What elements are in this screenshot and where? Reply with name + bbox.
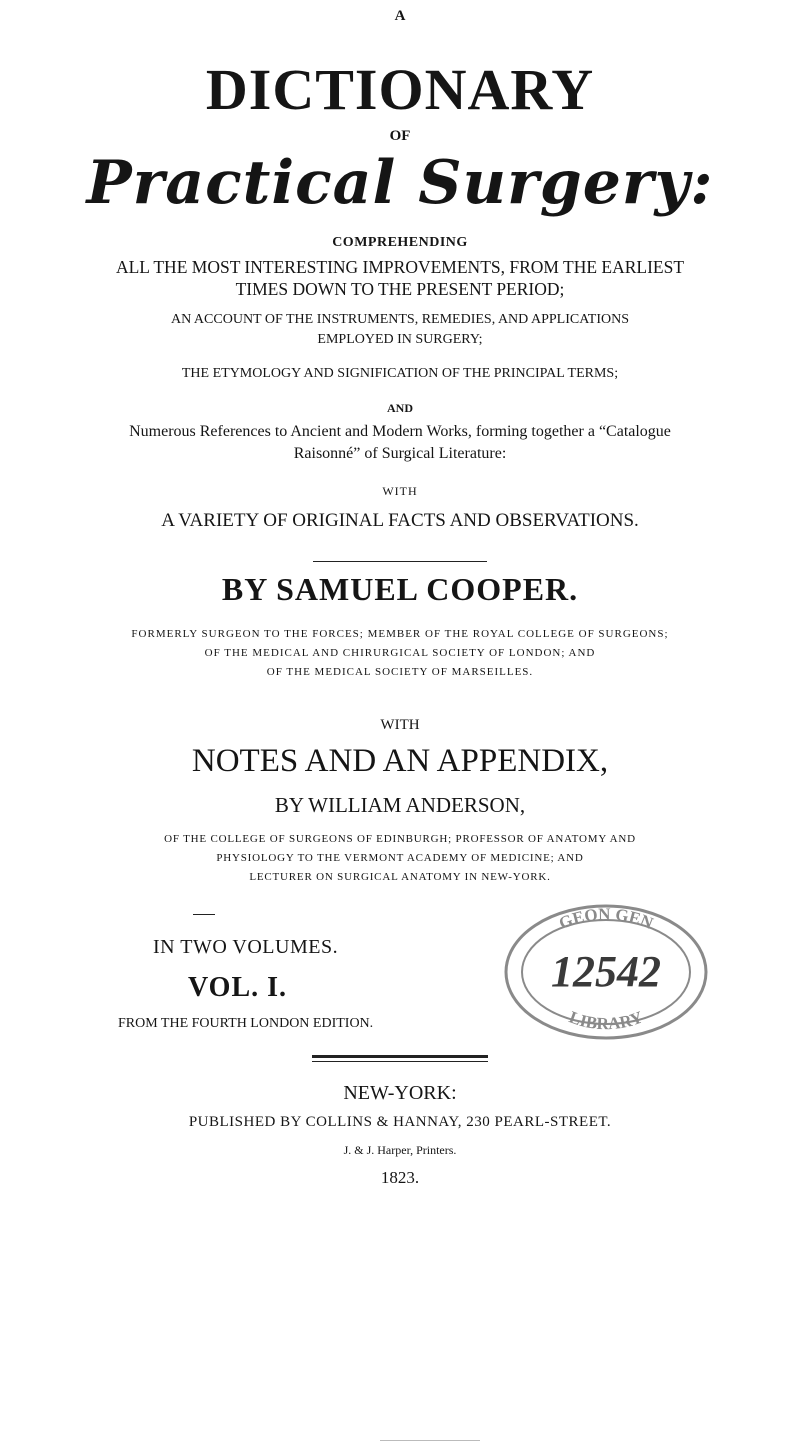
contents-line-1: ALL THE MOST INTERESTING IMPROVEMENTS, FROM THE EARLIEST <box>115 257 685 277</box>
author-credentials-3: OF THE MEDICAL SOCIETY OF MARSEILLES. <box>266 666 534 678</box>
account-line-2: EMPLOYED IN SURGERY; <box>317 332 483 347</box>
editor-credentials-3: LECTURER ON SURGICAL ANATOMY IN NEW-YORK. <box>249 871 551 883</box>
editor-credentials-1: OF THE COLLEGE OF SURGEONS OF EDINBURGH; PROFESSOR OF ANATOMY AND <box>164 833 636 845</box>
pre-title: A <box>394 8 406 24</box>
title-of: OF <box>389 128 411 144</box>
volumes-line: IN TWO VOLUMES. <box>153 936 339 958</box>
double-rule-thick <box>312 1055 488 1058</box>
etymology-line: THE ETYMOLOGY AND SIGNIFICATION OF THE PRINCIPAL TERMS; <box>181 366 619 381</box>
title: DICTIONARY <box>205 57 595 122</box>
double-rule-thin <box>312 1061 488 1062</box>
volume-block <box>118 900 718 1040</box>
with-label-2: WITH <box>380 717 420 733</box>
with-label-1: WITH <box>382 484 418 498</box>
divider-rule <box>313 561 487 562</box>
and-label: AND <box>387 401 413 415</box>
references-line-2: Raisonné” of Surgical Literature: <box>293 445 507 462</box>
notes-line: NOTES AND AN APPENDIX, <box>191 743 609 779</box>
ornament-rule <box>193 914 215 915</box>
contents-line-2: TIMES DOWN TO THE PRESENT PERIOD; <box>235 279 565 299</box>
editor-credentials-2: PHYSIOLOGY TO THE VERMONT ACADEMY OF MEDICINE; AND <box>216 852 584 864</box>
imprint-publisher: PUBLISHED BY COLLINS & HANNAY, 230 PEARL-STREET. <box>188 1114 612 1130</box>
references-line-1: Numerous References to Ancient and Modern Works, forming together a “Catalogue <box>129 423 671 440</box>
subject-title: Practical Surgery: <box>86 148 714 218</box>
stamp-bottom-text: LIBRARY <box>566 1007 646 1034</box>
stamp-number: 12542 <box>551 947 661 996</box>
imprint-year: 1823. <box>380 1168 420 1187</box>
account-line-1: AN ACCOUNT OF THE INSTRUMENTS, REMEDIES, AND APPLICATIONS <box>170 312 630 327</box>
bottom-rule <box>380 1440 480 1441</box>
edition-line: FROM THE FOURTH LONDON EDITION. <box>118 1016 374 1031</box>
author-credentials-2: OF THE MEDICAL AND CHIRURGICAL SOCIETY OF LONDON; AND <box>204 647 596 659</box>
author-line: BY SAMUEL COOPER. <box>221 571 579 607</box>
comprehending-label: COMPREHENDING <box>332 235 468 250</box>
editor-line: BY WILLIAM ANDERSON, <box>274 793 526 817</box>
author-credentials-1: FORMERLY SURGEON TO THE FORCES; MEMBER OF THE ROYAL COLLEGE OF SURGEONS; <box>131 628 669 640</box>
imprint-printers: J. & J. Harper, Printers. <box>343 1143 457 1157</box>
library-stamp <box>497 900 715 1040</box>
imprint-place: NEW-YORK: <box>343 1082 457 1104</box>
volume-number: VOL. I. <box>188 972 288 1003</box>
stamp-top-text: GEON GEN <box>556 904 656 933</box>
variety-line: A VARIETY OF ORIGINAL FACTS AND OBSERVATIONS. <box>161 510 639 531</box>
